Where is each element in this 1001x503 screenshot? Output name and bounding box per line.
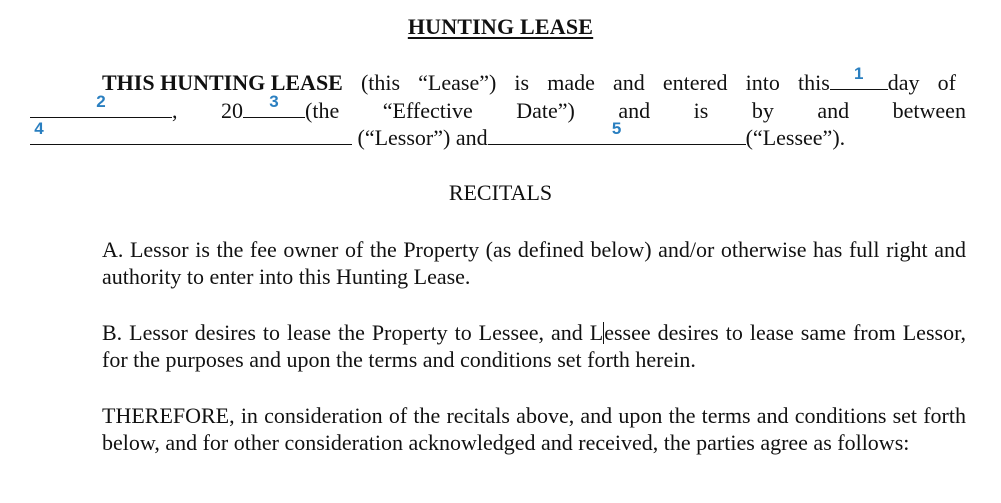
document-title: HUNTING LEASE [407,14,594,39]
recitals-heading: RECITALS [448,180,553,205]
recital-paragraph-a: A. Lessor is the fee owner of the Property (as defined below) and/or otherwise has full right and authority to enter into this Hunting Lease. [102,237,966,289]
intro-word: (this [360,70,401,95]
intro-word: and [612,70,645,95]
intro-line-3 [30,119,846,151]
year-group [221,92,340,124]
intro-word: of [937,70,956,95]
day-blank-field[interactable] [830,64,888,90]
intro-word: day [887,70,920,95]
intro-word: and [817,98,850,123]
intro-word: and [618,98,651,123]
intro-word: entered [662,70,728,95]
year-prefix: 20 [221,98,244,123]
intro-word: “Effective [382,98,473,123]
intro-bold-lead: THIS HUNTING LEASE [102,70,343,95]
intro-comma: , [172,98,178,123]
intro-day-group [797,64,920,96]
lessor-label: (“Lessor”) and [352,125,488,150]
lessee-blank-field[interactable] [488,119,746,145]
field-number-2: 2 [96,92,106,111]
year-blank-field[interactable] [243,92,305,118]
lessee-label: (“Lessee”). [745,125,846,150]
field-number-5: 5 [611,119,622,138]
lessor-blank-field[interactable] [30,119,352,145]
intro-word: this [797,70,830,95]
intro-word: “Lease”) [418,70,497,95]
intro-word: Date”) [516,98,575,123]
field-number-1: 1 [854,64,864,83]
intro-word: made [547,70,595,95]
intro-word: between [892,98,966,123]
intro-word: is [514,70,530,95]
paragraph-b-text-end: essee desires to lease same from Lessor, for the purposes and upon the terms and conditions set forth herein. [102,320,967,372]
field-number-3: 3 [269,92,279,111]
recital-paragraph-b [102,319,966,373]
therefore-paragraph: THEREFORE, in consideration of the recitals above, and upon the terms and conditions set forth below, and for other consideration acknowledged and received, the parties agree as follows: [102,403,966,455]
intro-word: into [745,70,780,95]
intro-word: is [693,98,709,123]
intro-line-1 [102,64,956,96]
intro-word: (the [305,98,340,123]
paragraph-b-text-start: B. Lessor desires to lease the Property to Lessee, and L [102,320,604,345]
intro-word: by [751,98,774,123]
field-number-4: 4 [34,119,44,138]
